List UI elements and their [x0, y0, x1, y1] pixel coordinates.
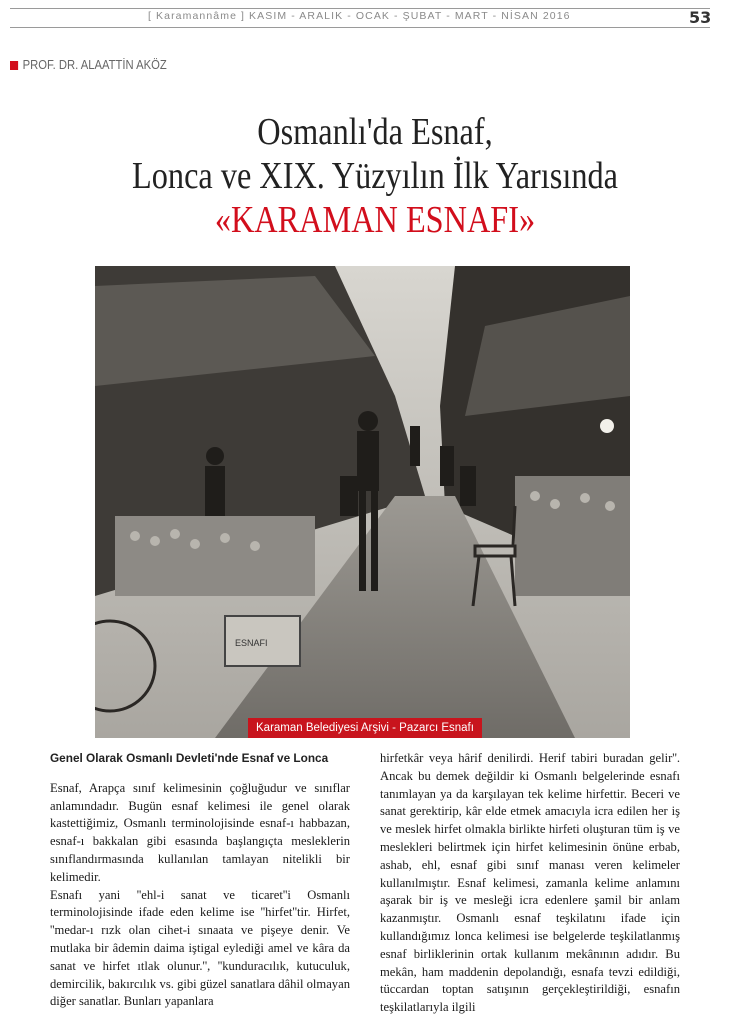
- title-line-1: Osmanlı'da Esnaf,: [257, 111, 493, 153]
- photo-caption: Karaman Belediyesi Arşivi - Pazarcı Esnafı: [248, 718, 482, 738]
- header-rule-bottom: [10, 27, 710, 28]
- paragraph: Esnafı yani ''ehl-i sanat ve ticaret''i Osmanlı terminolojisinde ifade eden kelime ise ''hirfet''tir. Hirfet, ''medar-ı rızk olan cihet-i sınaata ve pişeye denir. Ve mutlaka bir âdemin daima iştigal eylediği amel ve kâra da sanat ve hirfet ıtlak olunur.'', ''kunduracılık, kutuculuk, demircilik, bakırcılık vs. gibi güzel sanatlara dâhil olmayan diğer sanatlar. Bunları yapanlara: [50, 887, 350, 1009]
- page-number: 53: [689, 8, 712, 27]
- author-byline: [10, 58, 167, 72]
- text-column-left: [50, 750, 350, 1011]
- red-square-icon: [10, 61, 18, 70]
- market-photo-illustration: [95, 266, 630, 738]
- paragraph: hirfetkâr veya hârif denilirdi. Herif tabiri buradan gelir''. Ancak bu demek değildir ki Osmanlı belgelerinde esnafı tanımlayan ya da karşılayan tek kelime hirfettir. Beceri ve sanat gerektirip, kâr elde etmek amacıyla icra edilen her iş ve meslek hirfet olmakla birlikte hirfeti oluşturan tüm iş ve meslekleri belirtmek için hirfet kelimesinin önüne erbab, ashab, ehl, esnaf gibi sınıf manası veren kelimeler kullanılmıştır. Esnaf kelimesi, zamanla kelime anlamını aşarak bir iş ve mesleği icra edenlere şamil bir anlam kazanmıştır. Osmanlı esnaf teşkilatını ifade için kullandığımız lonca kelimesi ise belgelerde teşkilatlanmış esnaf birliklerinin ortak kullanım mekânının adıdır. Bu mekân, ham maddenin depolandığı, esnafa tevzi edildiği, tüccardan toptan satışının gerçekleştirildiği, esnafın teşkilatlarıyla ilgili: [380, 751, 680, 1015]
- article-title: [56, 110, 694, 242]
- photo-sign-text: ESNAFI: [235, 638, 268, 648]
- text-column-right: [380, 750, 680, 1017]
- paragraph: Esnaf, Arapça sınıf kelimesinin çoğluğudur ve sınıflar anlamındadır. Bugün esnaf kelimesi ile genel olarak kastettiğimiz, Osmanlı terminolojisinde esnaf-ı habbazan, esnaf-ı bakkalan gibi esasında başlangıçta mesleklerin sınıflandırmasında kullanılan tamlayan nitelikli bir kelimedir.: [50, 780, 350, 884]
- section-heading: Genel Olarak Osmanlı Devleti'nde Esnaf ve Lonca: [50, 751, 329, 765]
- market-photo: [95, 266, 630, 738]
- title-line-2: Lonca ve XIX. Yüzyılın İlk Yarısında: [132, 155, 618, 197]
- running-head: [ Karamannâme ] KASIM - ARALIK - OCAK - ŞUBAT - MART - NİSAN 2016: [148, 10, 571, 22]
- header-rule-top: [10, 8, 710, 9]
- article-subtitle: «KARAMAN ESNAFI»: [214, 199, 536, 241]
- author-name: PROF. DR. ALAATTİN AKÖZ: [22, 58, 167, 72]
